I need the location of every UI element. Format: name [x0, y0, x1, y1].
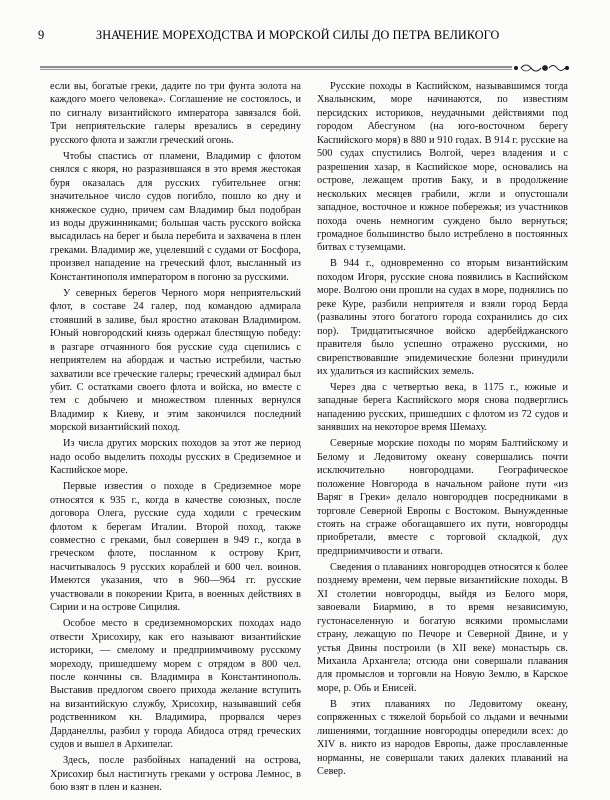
running-title: ЗНАЧЕНИЕ МОРЕХОДСТВА И МОРСКОЙ СИЛЫ ДО ПЕТРА ВЕЛИКОГО — [96, 28, 500, 42]
text-columns — [50, 80, 568, 797]
paragraph: Сведения о плаваниях новгородцев относятся к более позднему времени, чем первые византийские походы. В XI столетии новгородцы, выйдя из Белого моря, завоевали Биармию, в то время независимую, густонаселенную и богатую всякими промыслами страну, лежащую по Печоре и Северной Двине, и у устья Двины построили (в XII веке) монастырь св. Михаила Архангела; отсюда они совершали плавания для промыслов и торговли на Новую Землю, в Карское море, р. Обь и Енисей. — [317, 561, 568, 694]
paragraph: Через два с четвертью века, в 1175 г., южные и западные берега Каспийского моря снова подверглись нападению русских, пришедших с флотом из 72 судов и занявших на некоторое время Шемаху. — [317, 381, 568, 434]
paragraph: если вы, богатые греки, дадите по три фунта золота на каждого моего человека». Соглашение не состоялось, и по сигналу византийского императора завязался бой. Три неприятельские галеры врезались в середину русского флота и зажгли греческий огонь. — [50, 81, 301, 146]
left-column — [50, 80, 301, 797]
right-column — [317, 80, 568, 797]
paragraph: Из числа других морских походов за этот же период надо особо выделить походы русских в Средиземное и Каспийское море. — [50, 438, 301, 477]
paragraph: В этих плаваниях по Ледовитому океану, сопряженных с тяжелой борьбой со льдами и вечными лишениями, тогдашние новгородцы опередили всех: до XIV в. никто из народов Европы, даже прославленные норманны, не совершали таких далеких плаваний на Север. — [317, 698, 568, 778]
paragraph: Первые известия о походе в Средиземное море относятся к 935 г., когда в качестве союзных, после договора Олега, русские суда ходили с греческим флотом к берегам Италии. Второй поход, также совместно с греками, был совершен в 949 г., когда в греческом флоте, посланном к острову Крит, насчитывалось 9 русских кораблей и 600 чел. воинов. Имеются указания, что в 960—964 гг. русские участвовали в покорении Крита, в военных действиях в Сирии и на острове Сицилия. — [50, 481, 301, 614]
paragraph: Русские походы в Каспийском, называвшимся тогда Хвалынским, море начинаются, по известиям персидских историков, неудачными действиями под городом Абесгуном (на юго-восточном берегу Каспийского моря) в 880 и 910 годах. В 914 г. русские на 500 судах спустились Волгой, через владения и с разрешения хазар, в Каспийское море, основались на острове, лежащем против Баку, и в продолжение нескольких месяцев грабили, жгли и опустошали западное, восточное и южное побережья; из участников похода очень немногим суждено было вернуться; громадное большинство было истреблено в постоянных битвах с туземцами. — [317, 81, 568, 254]
paragraph: Чтобы спастись от пламени, Владимир с флотом снялся с якоря, но разразившаяся в это время жестокая буря оказалась для русских губительнее огня: значительное число судов погибло, пошло ко дну и княжеское судно, причем сам Владимир был подобран из воды дружинниками; большая часть русского войска высадилась на берег и была перебита и захвачена в плен греками. Владимир же, уцелевший с судами от Босфора, произвел нападение на греческий флот, высланный из Константинополя императором в погоню за русскими. — [50, 150, 301, 283]
paragraph: Северные морские походы по морям Балтийскому и Белому и Ледовитому океану совершались почти исключительно новгородцами. Географическое положение Новгорода в начальном районе пути «из Варяг в Греки» делало новгородцев посредниками в торговле Северной Европы с Востоком. Вынужденные стоять на страже обогащавшего их пути, новгородцы приобретали, вместе с торговой складкой, дух предприимчивости и отваги. — [317, 438, 568, 557]
running-header — [38, 28, 570, 48]
paragraph: В 944 г., одновременно со вторым византийским походом Игоря, русские снова появились в Каспийском море. Волгою они прошли на судах в море, поднялись по реке Куре, разбили неприятеля и взяли город Берда (развалины этого богатого города сохранились до сих пор). Тридцатитысячное войско адербейджанского правителя было успешно отражено русскими, но свирепствовавшие эпидемические болезни принудили их удалиться из каспийских земель. — [317, 258, 568, 378]
paragraph: Здесь, после разбойных нападений на острова, Хрисохир был настигнуть греками у острова Лемнос, в бою взят в плен и казнен. — [50, 755, 301, 794]
paragraph: У северных берегов Черного моря неприятельский флот, в составе 24 галер, под командою адмирала стоявший в заливе, был яростно атакован Владимиром. Юный новгородский князь одержал блестящую победу: в разгаре отчаянного боя русские суда сцепились с неприятелем на абордаж и частью истребили, частью захватили все греческие галеры; греческий адмирал был убит. С остатками своего флота и войска, но вместе с тем с добычею и множеством пленных вернулся Владимир к Киеву, и этим закончился последний морской византийский поход. — [50, 287, 301, 434]
paragraph: Особое место в средиземноморских походах надо отвести Хрисохиру, как его называют византийские историки, — смелому и предприимчивому русскому мореходу, пришедшему морем с отрядом в 800 чел. после кончины св. Владимира в Константинополь. Выставив предлогом своего прихода желание вступить на византийскую службу, Хрисохир, называвший себя родственником кн. Владимира, прорвался через Дарданеллы, разбил у города Абидоса отряд греческих судов и вышел в Архипелаг. — [50, 618, 301, 751]
header-ornament-rule — [38, 58, 570, 76]
page-number: 9 — [38, 28, 45, 42]
